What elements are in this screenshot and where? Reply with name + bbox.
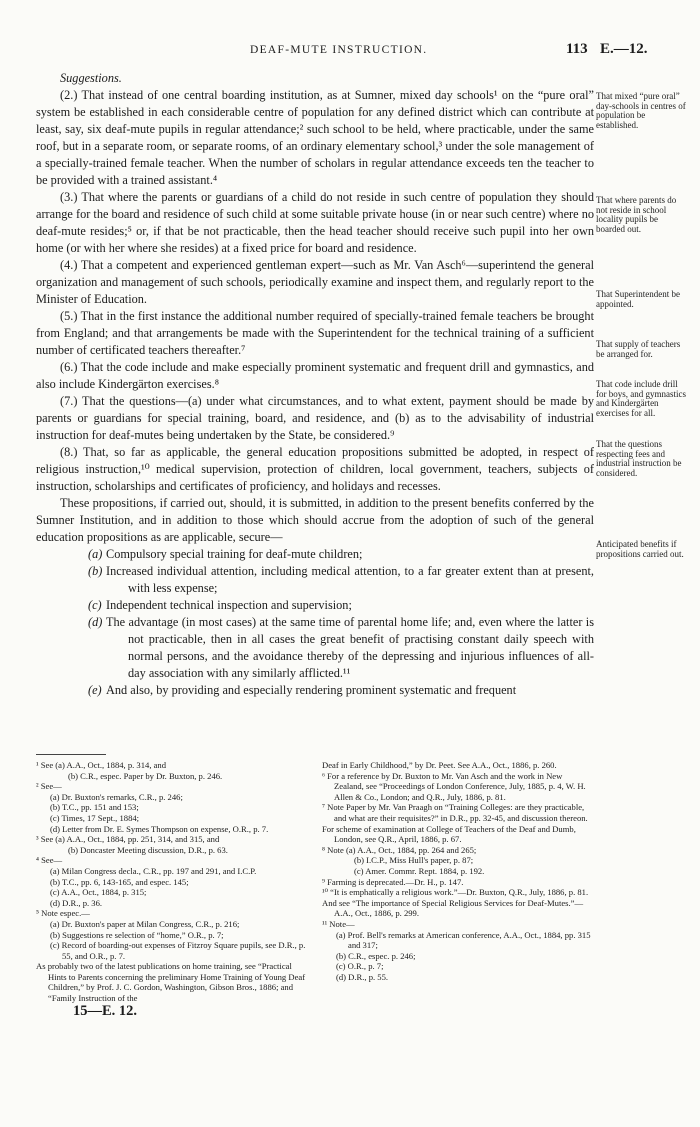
- proposition-2: (2.) That instead of one central boarding institution, as at Sumner, mixed day schools¹ on the “pure oral” system be established in each considerable centre of population for any defined district which can contribute at least, say, six deaf-mute pupils in regular attendance;² such school to be held, where practicable, under the same roof, but in a separate room, or separate rooms, of an ordinary elementary school,³ under the sole management of a specially-trained female teacher. When the number of scholars in regular attendance exceeds ten the teacher to be provided with a trained assistant.⁴: [36, 88, 594, 187]
- footnote: (b) C.R., espec. p. 246;: [336, 950, 416, 961]
- footnote: (b) T.C., pp. 6, 143-165, and espec. 145;: [50, 876, 189, 887]
- list-item: [36, 546, 594, 563]
- footnote: ³ See (a) A.A., Oct., 1884, pp. 251, 314, and 315, and: [36, 834, 220, 845]
- footnote: ² See—: [36, 781, 62, 792]
- footnote-rule: [36, 754, 106, 755]
- footnote: ⁶ For a reference by Dr. Buxton to Mr. Van Asch and the work in New Zealand, see “Proceedings of London Conference, July, 1885, p. 4, W. H. Allen & Co., London; and Q.R., July, 1886, p. 81.: [322, 770, 586, 802]
- section-heading: Suggestions.: [60, 71, 122, 85]
- printer-signature: 15—E. 12.: [73, 1003, 138, 1019]
- list-marker: (e): [88, 683, 102, 697]
- paper-reference: E.—12.: [600, 41, 648, 57]
- footnote: (c) A.A., Oct., 1884, p. 315;: [50, 887, 147, 898]
- footnote: And see “The importance of Special Religious Services for Deaf-Mutes.”—A.A., Oct., 1886, p. 299.: [322, 897, 584, 919]
- footnote: (b) Doncaster Meeting discussion, D.R., p. 63.: [68, 844, 228, 855]
- footnote: (c) O.R., p. 7;: [336, 961, 384, 972]
- footnote: (b) Suggestions re selection of “home,” O.R., p. 7;: [50, 929, 224, 940]
- main-text: [36, 70, 594, 699]
- margin-note-teachers: That supply of teachers be arranged for.: [596, 339, 681, 359]
- footnote: ¹⁰ “It is emphatically a religious work.”—Dr. Buxton, Q.R., July, 1886, p. 81.: [322, 887, 589, 898]
- list-item: [36, 614, 594, 682]
- proposition-4: (4.) That a competent and experienced gentleman expert—such as Mr. Van Asch⁶—superintend the general organization and management of such schools, periodically examine and inspect them, and regularly report to the Minister of Education.: [36, 258, 594, 306]
- footnotes-right-column: [322, 760, 594, 982]
- list-item-text: The advantage (in most cases) at the same time of parental home life; and, even where the latter is not practicable, then in all cases the great benefit of practising constant daily speech with normal persons, and the avoidance thereby of the depressing and injurious influences of all-day association with any similarly afflicted.¹¹: [106, 615, 594, 680]
- proposition-7: (7.) That the questions—(a) under what circumstances, and to what extent, payment should be made by parents or guardians for special training, board, and residence, and (b) as to the advisability of industrial instruction for deaf-mutes being undertaken by the State, be considered.⁹: [36, 394, 594, 442]
- margin-note-questions: That the questions respecting fees and industrial instruction be considered.: [596, 439, 682, 478]
- footnote: (b) I.C.P., Miss Hull's paper, p. 87;: [354, 855, 474, 866]
- proposition-8: (8.) That, so far as applicable, the general education propositions submitted be adopted, in respect of religious instruction,¹⁰ medical supervision, protection of children, local government, teachers, subjects of instruction, scholarships and certificates of proficiency, and holidays and recesses.: [36, 445, 594, 493]
- footnote: ¹¹ Note—: [322, 918, 355, 929]
- list-item-text: Independent technical inspection and supervision;: [106, 598, 352, 612]
- footnote: (a) Dr. Buxton's paper at Milan Congress, C.R., p. 216;: [50, 918, 240, 929]
- list-item-text: And also, by providing and especially rendering prominent systematic and frequent: [106, 683, 517, 697]
- running-title: DEAF-MUTE INSTRUCTION.: [250, 44, 428, 56]
- footnote: ⁹ Farming is deprecated.—Dr. H., p. 147.: [322, 876, 464, 887]
- footnote: ⁴ See—: [36, 855, 63, 866]
- footnotes-left-column: [36, 760, 306, 1004]
- margin-note-superintendent: That Superintendent be appointed.: [596, 289, 680, 309]
- footnote: (a) Milan Congress decla., C.R., pp. 197 and 291, and I.C.P.: [50, 865, 257, 876]
- footnote: (c) Times, 17 Sept., 1884;: [50, 812, 140, 823]
- list-item: [36, 682, 594, 699]
- page-header: [0, 41, 700, 64]
- margin-note-mixed-schools: That mixed “pure oral” day-schools in centres of population be established.: [596, 91, 686, 130]
- footnote: (b) C.R., espec. Paper by Dr. Buxton, p. 246.: [68, 770, 223, 781]
- footnote: (a) Prof. Bell's remarks at American conference, A.A., Oct., 1884, pp. 315 and 317;: [336, 929, 591, 951]
- benefits-paragraph: These propositions, if carried out, should, it is submitted, in addition to the present benefits conferred by the Sumner Institution, and in addition to those which should accrue from the adoption of such of the general education propositions as are applicable, secure—: [36, 496, 594, 544]
- footnote: (d) D.R., p. 55.: [336, 971, 389, 982]
- list-marker: (a): [88, 547, 103, 561]
- list-marker: (d): [88, 615, 103, 629]
- footnote: (d) D.R., p. 36.: [50, 897, 103, 908]
- list-item-text: Increased individual attention, including medical attention, to a far greater extent than at present, with less expense;: [106, 564, 594, 595]
- footnote: (a) Dr. Buxton's remarks, C.R., p. 246;: [50, 791, 183, 802]
- proposition-6: (6.) That the code include and make especially prominent systematic and frequent drill and gymnastics, and also include Kindergärton exercises.⁸: [36, 360, 594, 391]
- list-item: [36, 597, 594, 614]
- page-number: 113: [566, 41, 588, 57]
- list-item-text: Compulsory special training for deaf-mute children;: [106, 547, 363, 561]
- margin-note-code: That code include drill for boys, and gymnastics and Kindergärten exercises for all.: [596, 379, 686, 418]
- footnote: (d) Letter from Dr. E. Symes Thompson on expense, O.R., p. 7.: [50, 823, 269, 834]
- list-item: [36, 563, 594, 597]
- footnote: (b) T.C., pp. 151 and 153;: [50, 802, 139, 813]
- footnote: As probably two of the latest publications on home training, see “Practical Hints to Parents concerning the preliminary Home Training of Young Deaf Children,” by Prof. J. C. Gordon, Washington, Gibson Bros., 1886; and “Family Instruction of the: [36, 961, 306, 1004]
- proposition-3: (3.) That where the parents or guardians of a child do not reside in such centre of population they should arrange for the board and residence of such child at some suitable private house (in or near such centre) where no deaf-mute resides;⁵ or, if that be not practicable, then the head teacher should receive such pupil into her own home (or with her where she resides) at a fixed price for board and residence.: [36, 190, 594, 255]
- footnote: (c) Record of boarding-out expenses of Fitzroy Square pupils, see D.R., p. 55, and O.R., p. 7.: [50, 940, 306, 961]
- benefits-list: [36, 546, 594, 699]
- footnote: For scheme of examination at College of Teachers of the Deaf and Dumb, London, see Q.R., April, 1886, p. 67.: [322, 823, 576, 845]
- footnote: ⁸ Note (a) A.A., Oct., 1884, pp. 264 and 265;: [322, 844, 477, 855]
- margin-note-boarding-out: That where parents do not reside in school locality pupils be boarded out.: [596, 195, 677, 234]
- footnote: (c) Amer. Commr. Rept. 1884, p. 192.: [354, 865, 485, 876]
- footnote: ⁵ Note espec.—: [36, 908, 90, 919]
- margin-note-benefits: Anticipated benefits if propositions carried out.: [596, 539, 684, 559]
- list-marker: (c): [88, 598, 102, 612]
- proposition-5: (5.) That in the first instance the additional number required of specially-trained female teachers be brought from England; and that arrangements be made with the Superintendent for the technical training of a sufficient number of certificated teachers thereafter.⁷: [36, 309, 594, 357]
- footnote: Deaf in Early Childhood,” by Dr. Peet. See A.A., Oct., 1886, p. 260.: [322, 760, 557, 770]
- footnote: ¹ See (a) A.A., Oct., 1884, p. 314, and: [36, 760, 167, 770]
- list-marker: (b): [88, 564, 103, 578]
- footnote: ⁷ Note Paper by Mr. Van Praagh on “Training Colleges: are they practicable, and what are their requisites?” in D.R., pp. 32-45, and discussion thereon.: [322, 802, 588, 823]
